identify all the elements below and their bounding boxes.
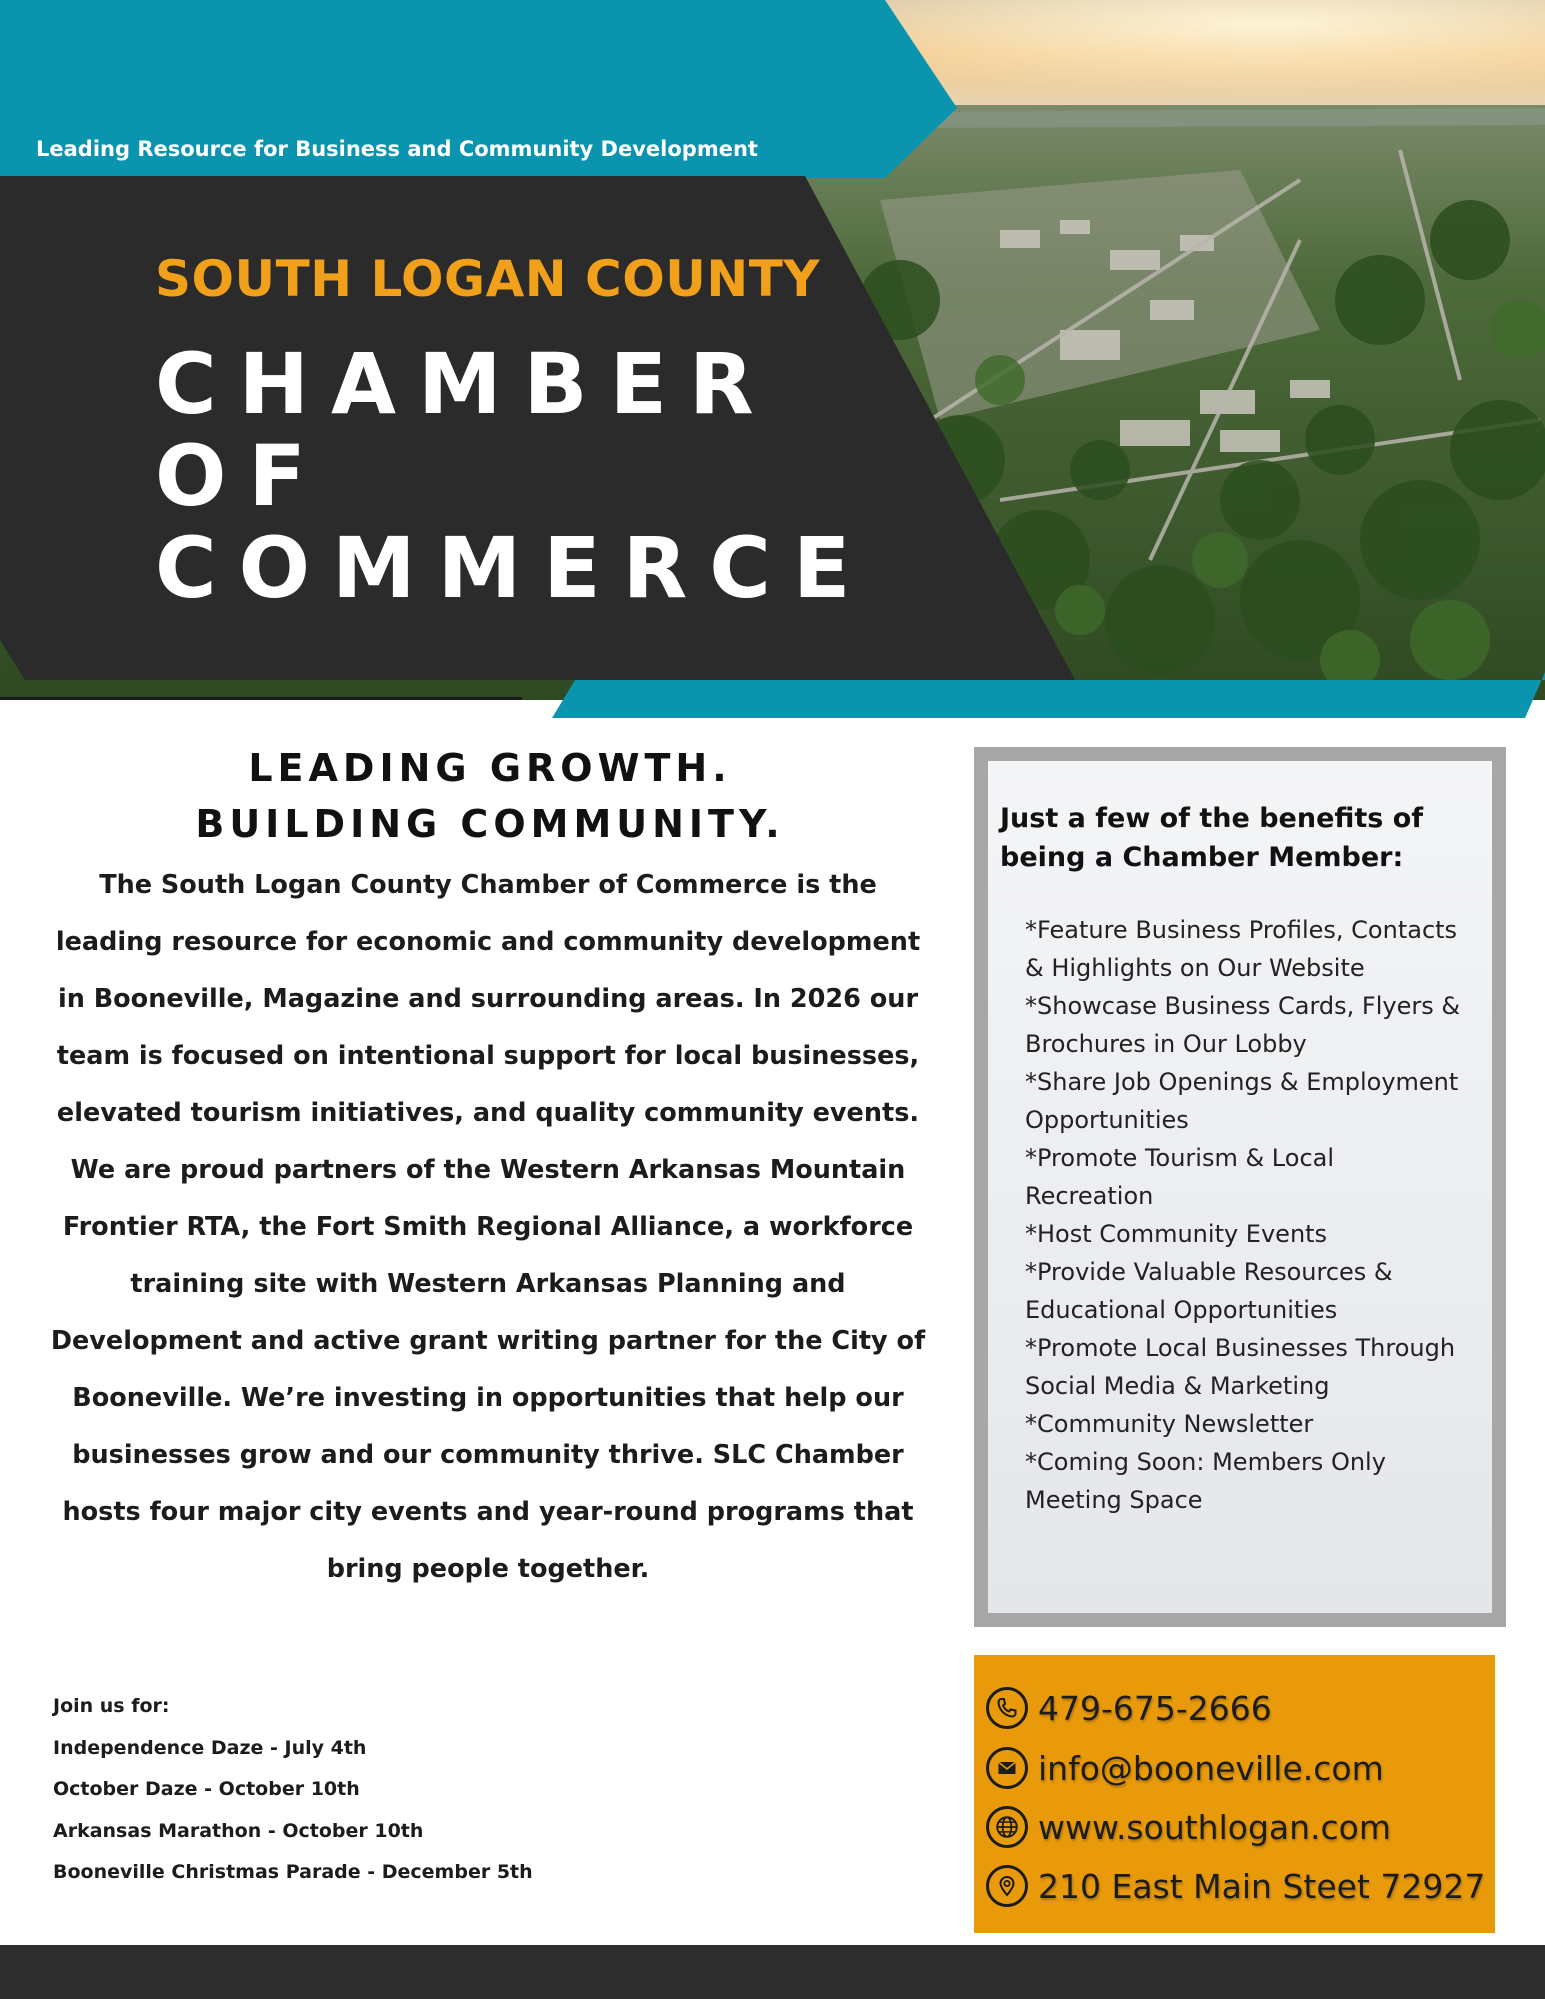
benefit-item: *Promote Tourism & Local Recreation: [1025, 1144, 1335, 1210]
phone-icon: [986, 1687, 1028, 1729]
benefit-item: *Feature Business Profiles, Contacts & Highlights on Our Website: [1025, 916, 1458, 982]
benefit-item: *Host Community Events: [1025, 1220, 1328, 1248]
slogan-line: LEADING GROWTH.: [248, 746, 732, 790]
tagline: Leading Resource for Business and Community Development: [36, 137, 758, 161]
benefit-item: *Promote Local Businesses Through Social Media & Marketing: [1025, 1334, 1456, 1400]
slogan-line: BUILDING COMMUNITY.: [195, 802, 785, 846]
benefit-item: *Provide Valuable Resources & Educational Opportunities: [1025, 1258, 1393, 1324]
email-address: info@booneville.com: [1038, 1748, 1384, 1788]
website-url: www.southlogan.com: [1038, 1807, 1391, 1847]
contact-phone[interactable]: [986, 1683, 1272, 1733]
event-item: Arkansas Marathon - October 10th: [53, 1819, 424, 1842]
benefit-item: *Coming Soon: Members Only Meeting Space: [1025, 1448, 1386, 1514]
street-address: 210 East Main Steet 72927: [1038, 1866, 1486, 1906]
chamber-title: [155, 335, 873, 617]
benefits-heading: Just a few of the benefits of being a Chamber Member:: [1000, 803, 1424, 873]
intro-text: [48, 857, 928, 1598]
benefit-item: *Showcase Business Cards, Flyers & Brochures in Our Lobby: [1025, 992, 1461, 1058]
title-line: OF: [155, 427, 328, 525]
phone-number: 479-675-2666: [1038, 1688, 1272, 1728]
intro-paragraph: We are proud partners of the Western Arkansas Mountain Frontier RTA, the Fort Smith Regional Alliance, a workforce training site with Western Arkansas Planning and Development and active grant writing partner for the City of Booneville. We’re investing in opportunities that help our businesses grow and our community thrive. SLC Chamber hosts four major city events and year-round programs that bring people together.: [50, 1155, 926, 1584]
contact-website[interactable]: [986, 1802, 1391, 1852]
event-item: October Daze - October 10th: [53, 1778, 360, 1800]
contact-email[interactable]: [986, 1743, 1384, 1793]
county-title: SOUTH LOGAN COUNTY: [155, 250, 821, 308]
location-pin-icon: [986, 1865, 1028, 1907]
contact-box: [974, 1655, 1495, 1933]
footer-band: [0, 1945, 1545, 1999]
globe-icon: [986, 1806, 1028, 1848]
slogan: [40, 740, 940, 852]
benefit-item: *Share Job Openings & Employment Opportunities: [1025, 1068, 1459, 1134]
events-list: [53, 1686, 753, 1894]
email-icon: [986, 1747, 1028, 1789]
benefits-list: [1025, 911, 1465, 1519]
events-heading: Join us for:: [53, 1695, 170, 1717]
event-item: Independence Daze - July 4th: [53, 1736, 367, 1759]
event-item: Booneville Christmas Parade - December 5th: [53, 1861, 533, 1883]
benefit-item: *Community Newsletter: [1025, 1410, 1314, 1438]
benefits-box: [974, 747, 1506, 1627]
divider-line: [0, 697, 522, 700]
title-line: COMMERCE: [155, 519, 873, 617]
title-line: CHAMBER: [155, 335, 776, 433]
intro-paragraph: The South Logan County Chamber of Commerce is the leading resource for economic and community development in Booneville, Magazine and surrounding areas. In 2026 our team is focused on intentional support for local businesses, elevated tourism initiatives, and quality community events.: [55, 870, 921, 1128]
contact-address[interactable]: [986, 1861, 1485, 1911]
